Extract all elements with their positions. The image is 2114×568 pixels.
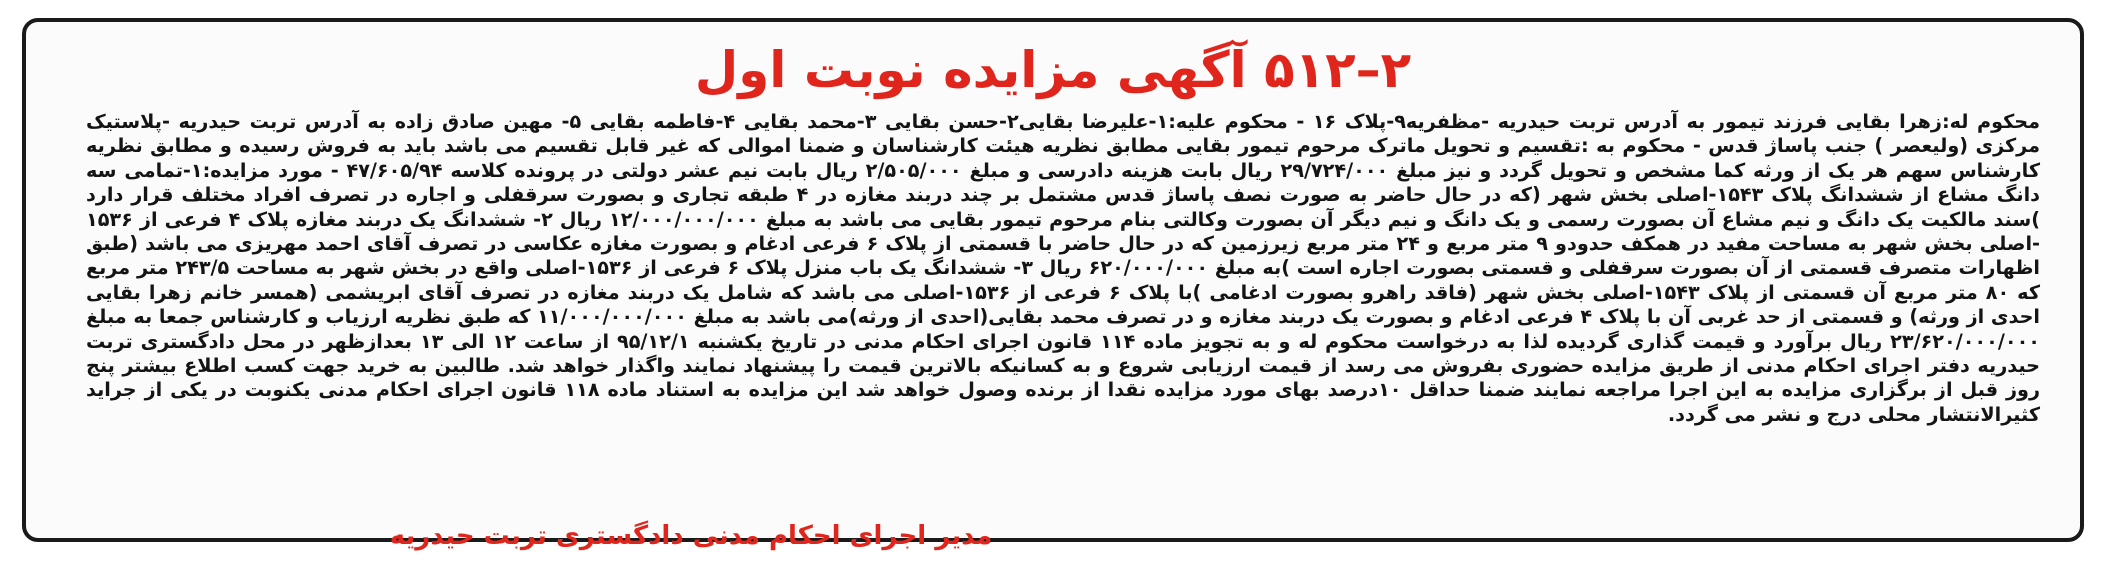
notice-frame — [22, 18, 2084, 551]
notice-body: محکوم له:زهرا بقایی فرزند تیمور به آدرس تربت حیدریه -مظفریه۹-پلاک ۱۶ - محکوم علیه:۱-علیرضا بقایی۲-حسن بقایی ۳-محمد بقایی ۴-فاطمه بقایی ۵- مهین صادق زاده به آدرس تربت حیدریه -پلاستیک مرکزی (ولیعصر ) جنب پاساژ قدس - محکوم به :تقسیم و تحویل ماترک مرحوم تیمور بقایی مطابق نظریه هیئت کارشناسان و ضمنا اموالی که غیر قابل تقسیم می باشد باید به فروش رسیده و مطابق نظریه کارشناس سهم هر یک از ورثه کما مشخص و تحویل گردد و نیز مبلغ ۲۹/۷۲۴/۰۰۰ ریال بابت هزینه دادرسی و مبلغ ۲/۵۰۵/۰۰۰ ریال بابت نیم عشر دولتی در پرونده کلاسه ۴۷/۶۰۵/۹۴ - مورد مزایده:۱-تمامی سه دانگ مشاع از ششدانگ پلاک ۱۵۴۳-اصلی بخش شهر (که در حال حاضر به صورت نصف پاساژ قدس مشتمل بر چند دربند مغازه در ۴ طبقه تجاری و بصورت سرقفلی و اجاره در تصرف افراد مختلف قرار دارد )سند مالکیت یک دانگ و نیم مشاع آن بصورت رسمی و یک دانگ و نیم دیگر آن بصورت وکالتی بنام مرحوم تیمور بقایی می باشد به مبلغ ۱۲/۰۰۰/۰۰۰/۰۰۰ ریال ۲- ششدانگ یک دربند مغازه پلاک ۴ فرعی از ۱۵۳۶ -اصلی بخش شهر به مساحت مفید در همکف حدودو ۹ متر مربع و ۲۴ متر مربع زیرزمین که در حال حاضر با قسمتی از پلاک ۶ فرعی ادغام و بصورت مغازه عکاسی در تصرف آقای احمد مهریزی می باشد (طبق اظهارات متصرف قسمتی از آن بصورت سرقفلی و قسمتی بصورت اجاره است )به مبلغ ۶۲۰/۰۰۰/۰۰۰ ریال ۳- ششدانگ یک باب منزل پلاک ۶ فرعی از ۱۵۳۶-اصلی واقع در بخش شهر به مساحت ۲۴۳/۵ متر مربع که ۸۰ متر مربع آن قسمتی از پلاک ۱۵۴۳-اصلی بخش شهر (فاقد راهرو بصورت ادغامی )با پلاک ۶ فرعی از ۱۵۳۶-اصلی می باشد که شامل یک دربند مغازه در تصرف آقای ابریشمی (همسر خانم زهرا بقایی احدی از ورثه) و قسمتی از حد غربی آن با پلاک ۴ فرعی ادغام و بصورت یک دربند مغازه و در تصرف محمد بقایی(احدی از ورثه)می باشد به مبلغ ۱۱/۰۰۰/۰۰۰/۰۰۰ که طبق نظریه ارزیاب و کارشناس جمعا به مبلغ ۲۳/۶۲۰/۰۰۰/۰۰۰ ریال برآورد و قیمت گذاری گردیده لذا به درخواست محکوم له و به تجویز ماده ۱۱۴ قانون اجرای احکام مدنی در تاریخ یکشنبه ۹۵/۱۲/۱ از ساعت ۱۲ الی ۱۳ بعدازظهر در محل دادگستری تربت حیدریه دفتر اجرای احکام مدنی از طریق مزایده حضوری بفروش می رسد از قیمت ارزیابی شروع و به کسانیکه بالاترین قیمت را پیشنهاد نمایند واگذار خواهد شد. طالبین به خرید جهت کسب اطلاع بیشتر پنج روز قبل از برگزاری مزایده به این اجرا مراجعه نمایند ضمنا حداقل ۱۰درصد بهای مورد مزایده نقدا از برنده وصول خواهد شد این مزایده به استناد ماده ۱۱۸ قانون اجرای احکام مدنی یکنوبت در یکی از جراید کثیرالانتشار محلی درج و نشر می گردد. — [86, 110, 2041, 426]
notice-signature: مدیر اجرای احکام مدنی دادگستری تربت حیدریه — [389, 521, 993, 551]
notice-title: ۲–۵۱۲ آگهی مزایده نوبت اول — [694, 41, 1412, 99]
